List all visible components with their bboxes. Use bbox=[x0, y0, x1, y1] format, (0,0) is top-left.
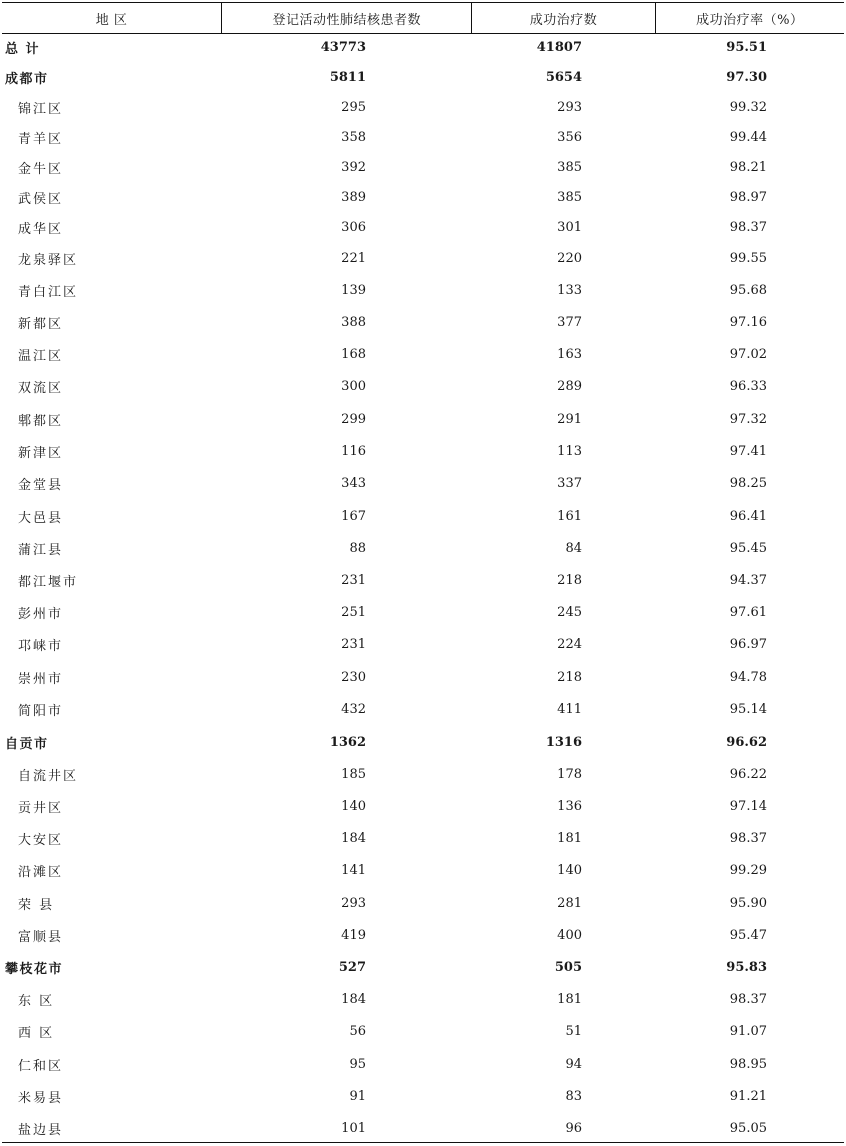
region-cell: 龙泉驿区 bbox=[18, 252, 79, 268]
registered-cell: 392 bbox=[341, 159, 366, 175]
rate-cell: 95.51 bbox=[726, 39, 767, 55]
table-row bbox=[2, 212, 844, 242]
region-cell: 简阳市 bbox=[18, 703, 64, 719]
table-row bbox=[2, 339, 844, 369]
rate-cell: 97.14 bbox=[729, 798, 767, 814]
table-row bbox=[2, 404, 844, 434]
rate-cell: 99.44 bbox=[729, 129, 767, 145]
cured-cell: 140 bbox=[557, 862, 582, 878]
cured-cell: 51 bbox=[565, 1023, 582, 1039]
rate-cell: 94.78 bbox=[729, 669, 767, 685]
header-cured: 成功治疗数 bbox=[471, 3, 654, 33]
registered-cell: 116 bbox=[341, 443, 366, 459]
table-row bbox=[2, 32, 844, 62]
table-row bbox=[2, 182, 844, 212]
registered-cell: 388 bbox=[341, 314, 366, 330]
region-cell: 青羊区 bbox=[18, 131, 64, 147]
registered-cell: 91 bbox=[349, 1088, 366, 1104]
registered-cell: 1362 bbox=[329, 734, 366, 750]
region-cell: 成都市 bbox=[5, 71, 49, 87]
table-row bbox=[2, 533, 844, 563]
table-row bbox=[2, 888, 844, 918]
registered-cell: 56 bbox=[349, 1023, 366, 1039]
cured-cell: 220 bbox=[557, 250, 582, 266]
region-cell: 新津区 bbox=[18, 445, 64, 461]
header-region: 地 区 bbox=[95, 12, 128, 28]
region-cell: 金堂县 bbox=[18, 477, 64, 493]
cured-cell: 5654 bbox=[545, 69, 582, 85]
cured-cell: 400 bbox=[557, 927, 582, 943]
cured-cell: 356 bbox=[557, 129, 582, 145]
registered-cell: 419 bbox=[341, 927, 366, 943]
registered-cell: 251 bbox=[341, 604, 366, 620]
table-row bbox=[2, 468, 844, 498]
registered-cell: 306 bbox=[341, 219, 366, 235]
table-row bbox=[2, 307, 844, 337]
registered-cell: 5811 bbox=[329, 69, 366, 85]
cured-cell: 161 bbox=[557, 508, 582, 524]
registered-cell: 343 bbox=[341, 475, 366, 491]
rate-cell: 97.16 bbox=[729, 314, 767, 330]
region-cell: 温江区 bbox=[18, 348, 64, 364]
rate-cell: 97.02 bbox=[729, 346, 767, 362]
registered-cell: 389 bbox=[341, 189, 366, 205]
region-cell: 郫都区 bbox=[18, 413, 64, 429]
region-cell: 新都区 bbox=[18, 316, 64, 332]
rate-cell: 95.68 bbox=[729, 282, 767, 298]
table-row bbox=[2, 1049, 844, 1079]
statistics-table bbox=[2, 2, 844, 1138]
registered-cell: 230 bbox=[341, 669, 366, 685]
table-row bbox=[2, 122, 844, 152]
cured-cell: 224 bbox=[557, 636, 582, 652]
cured-cell: 41807 bbox=[536, 39, 582, 55]
table-row bbox=[2, 1081, 844, 1111]
registered-cell: 184 bbox=[341, 830, 366, 846]
rate-cell: 95.14 bbox=[729, 701, 767, 717]
region-cell: 贡井区 bbox=[18, 800, 64, 816]
registered-cell: 141 bbox=[341, 862, 366, 878]
table-row bbox=[2, 597, 844, 627]
cured-cell: 291 bbox=[557, 411, 582, 427]
table-row bbox=[2, 275, 844, 305]
registered-cell: 293 bbox=[341, 895, 366, 911]
region-cell: 邛崃市 bbox=[18, 638, 64, 654]
rate-cell: 99.55 bbox=[729, 250, 767, 266]
region-cell: 都江堰市 bbox=[18, 574, 79, 590]
registered-cell: 300 bbox=[341, 378, 366, 394]
cured-cell: 293 bbox=[557, 99, 582, 115]
registered-cell: 139 bbox=[341, 282, 366, 298]
rate-cell: 95.83 bbox=[726, 959, 767, 975]
rate-cell: 96.22 bbox=[729, 766, 767, 782]
cured-cell: 84 bbox=[565, 540, 582, 556]
cured-cell: 178 bbox=[557, 766, 582, 782]
cured-cell: 181 bbox=[557, 991, 582, 1007]
cured-cell: 245 bbox=[557, 604, 582, 620]
cured-cell: 505 bbox=[554, 959, 582, 975]
registered-cell: 185 bbox=[341, 766, 366, 782]
region-cell: 仁和区 bbox=[18, 1058, 64, 1074]
rate-cell: 98.95 bbox=[729, 1056, 767, 1072]
registered-cell: 358 bbox=[341, 129, 366, 145]
rate-cell: 97.32 bbox=[729, 411, 767, 427]
rate-cell: 96.62 bbox=[726, 734, 767, 750]
rate-cell: 98.37 bbox=[729, 830, 767, 846]
table-row bbox=[2, 662, 844, 692]
table-row bbox=[2, 823, 844, 853]
cured-cell: 113 bbox=[557, 443, 582, 459]
rate-cell: 95.45 bbox=[729, 540, 767, 556]
rate-cell: 95.90 bbox=[729, 895, 767, 911]
cured-cell: 337 bbox=[557, 475, 582, 491]
registered-cell: 295 bbox=[341, 99, 366, 115]
bottom-rule bbox=[2, 1142, 844, 1143]
table-row bbox=[2, 243, 844, 273]
rate-cell: 98.37 bbox=[729, 991, 767, 1007]
cured-cell: 289 bbox=[557, 378, 582, 394]
rate-cell: 99.29 bbox=[729, 862, 767, 878]
region-cell: 崇州市 bbox=[18, 671, 64, 687]
rate-cell: 98.37 bbox=[729, 219, 767, 235]
region-cell: 双流区 bbox=[18, 380, 64, 396]
registered-cell: 167 bbox=[341, 508, 366, 524]
table-row bbox=[2, 565, 844, 595]
table-row bbox=[2, 629, 844, 659]
table-row bbox=[2, 759, 844, 789]
registered-cell: 95 bbox=[349, 1056, 366, 1072]
registered-cell: 168 bbox=[341, 346, 366, 362]
region-cell: 大邑县 bbox=[18, 510, 64, 526]
cured-cell: 1316 bbox=[545, 734, 582, 750]
region-cell: 青白江区 bbox=[18, 284, 79, 300]
registered-cell: 101 bbox=[341, 1120, 366, 1136]
rate-cell: 94.37 bbox=[729, 572, 767, 588]
table-row bbox=[2, 920, 844, 950]
region-cell: 金牛区 bbox=[18, 161, 64, 177]
cured-cell: 281 bbox=[557, 895, 582, 911]
table-row bbox=[2, 694, 844, 724]
rate-cell: 98.21 bbox=[729, 159, 767, 175]
region-cell: 武侯区 bbox=[18, 191, 64, 207]
cured-cell: 385 bbox=[557, 189, 582, 205]
table-row bbox=[2, 62, 844, 92]
registered-cell: 231 bbox=[341, 572, 366, 588]
table-row bbox=[2, 92, 844, 122]
region-cell: 米易县 bbox=[18, 1090, 64, 1106]
rate-cell: 98.97 bbox=[729, 189, 767, 205]
rate-cell: 97.41 bbox=[729, 443, 767, 459]
rate-cell: 96.33 bbox=[729, 378, 767, 394]
cured-cell: 136 bbox=[557, 798, 582, 814]
table-header bbox=[2, 2, 844, 34]
region-cell: 盐边县 bbox=[18, 1122, 64, 1138]
cured-cell: 83 bbox=[565, 1088, 582, 1104]
region-cell: 西 区 bbox=[18, 1025, 55, 1041]
region-cell: 攀枝花市 bbox=[5, 961, 64, 977]
table-row bbox=[2, 436, 844, 466]
region-cell: 锦江区 bbox=[18, 101, 64, 117]
cured-cell: 181 bbox=[557, 830, 582, 846]
cured-cell: 96 bbox=[565, 1120, 582, 1136]
registered-cell: 231 bbox=[341, 636, 366, 652]
region-cell: 自贡市 bbox=[5, 736, 49, 752]
table-row bbox=[2, 1016, 844, 1046]
table-row bbox=[2, 371, 844, 401]
cured-cell: 385 bbox=[557, 159, 582, 175]
cured-cell: 377 bbox=[557, 314, 582, 330]
cured-cell: 218 bbox=[557, 669, 582, 685]
header-registered: 登记活动性肺结核患者数 bbox=[221, 3, 471, 33]
rate-cell: 97.30 bbox=[726, 69, 767, 85]
cured-cell: 94 bbox=[565, 1056, 582, 1072]
cured-cell: 218 bbox=[557, 572, 582, 588]
rate-cell: 95.47 bbox=[729, 927, 767, 943]
region-cell: 总 计 bbox=[5, 41, 41, 57]
registered-cell: 88 bbox=[349, 540, 366, 556]
rate-cell: 91.21 bbox=[729, 1088, 767, 1104]
table-row bbox=[2, 952, 844, 982]
registered-cell: 299 bbox=[341, 411, 366, 427]
region-cell: 东 区 bbox=[18, 993, 55, 1009]
region-cell: 沿滩区 bbox=[18, 864, 64, 880]
table-row bbox=[2, 501, 844, 531]
rate-cell: 98.25 bbox=[729, 475, 767, 491]
table-row bbox=[2, 791, 844, 821]
registered-cell: 432 bbox=[341, 701, 366, 717]
region-cell: 彭州市 bbox=[18, 606, 64, 622]
registered-cell: 184 bbox=[341, 991, 366, 1007]
rate-cell: 96.97 bbox=[729, 636, 767, 652]
rate-cell: 91.07 bbox=[729, 1023, 767, 1039]
rate-cell: 97.61 bbox=[729, 604, 767, 620]
region-cell: 自流井区 bbox=[18, 768, 79, 784]
registered-cell: 43773 bbox=[320, 39, 366, 55]
registered-cell: 140 bbox=[341, 798, 366, 814]
cured-cell: 301 bbox=[557, 219, 582, 235]
table-row bbox=[2, 984, 844, 1014]
rate-cell: 99.32 bbox=[729, 99, 767, 115]
rate-cell: 95.05 bbox=[729, 1120, 767, 1136]
table-row bbox=[2, 855, 844, 885]
registered-cell: 221 bbox=[341, 250, 366, 266]
rate-cell: 96.41 bbox=[729, 508, 767, 524]
registered-cell: 527 bbox=[338, 959, 366, 975]
table-row bbox=[2, 152, 844, 182]
cured-cell: 133 bbox=[557, 282, 582, 298]
region-cell: 蒲江县 bbox=[18, 542, 64, 558]
table-row bbox=[2, 727, 844, 757]
header-rate: 成功治疗率（%） bbox=[655, 3, 844, 33]
cured-cell: 411 bbox=[557, 701, 582, 717]
region-cell: 大安区 bbox=[18, 832, 64, 848]
table-row bbox=[2, 1113, 844, 1143]
cured-cell: 163 bbox=[557, 346, 582, 362]
region-cell: 富顺县 bbox=[18, 929, 64, 945]
region-cell: 成华区 bbox=[18, 221, 64, 237]
region-cell: 荣 县 bbox=[18, 897, 55, 913]
